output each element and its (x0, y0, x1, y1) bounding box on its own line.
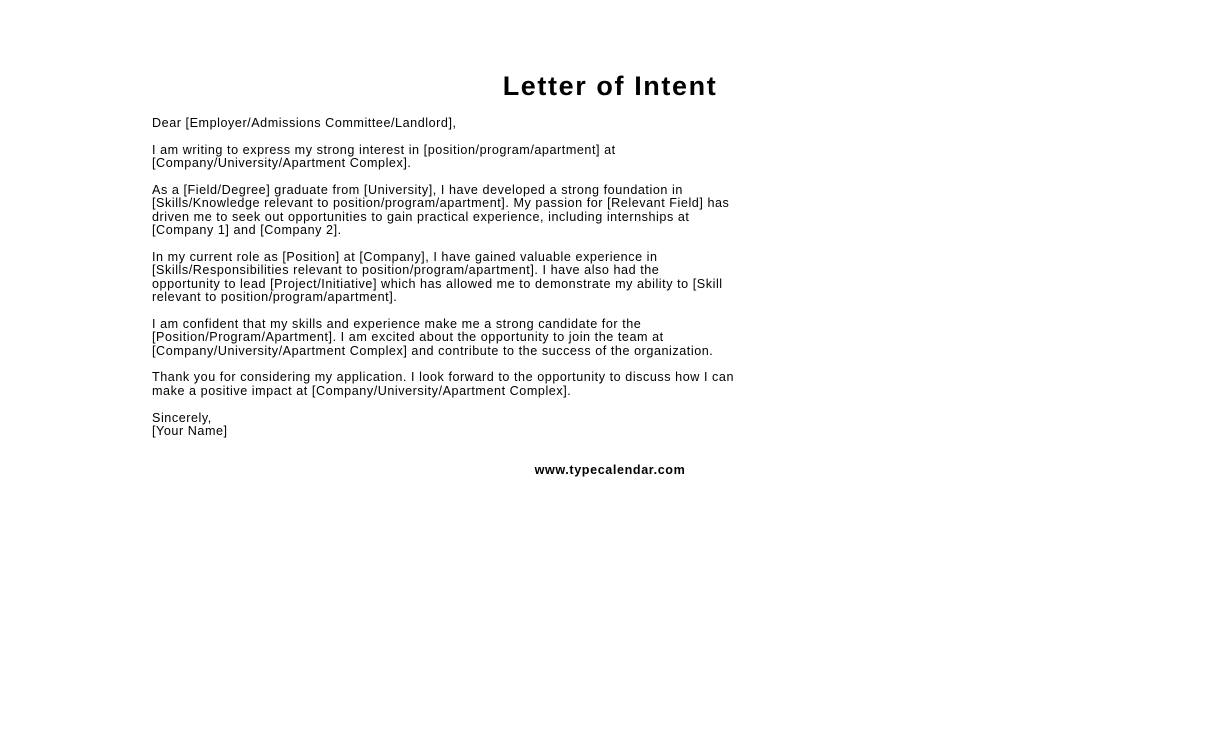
footer-url: www.typecalendar.com (534, 463, 686, 477)
signature-line: [Your Name] (152, 423, 228, 438)
paragraph-line: opportunity to lead [Project/Initiative] which has allowed me to demonstrate my ability to [Skill (152, 276, 723, 291)
paragraph-line: [Company 1] and [Company 2]. (152, 223, 342, 238)
document-title: Letter of Intent (502, 71, 718, 101)
closing-line: Sincerely, (152, 410, 212, 425)
paragraph-line: I am confident that my skills and experience make me a strong candidate for the (152, 316, 642, 331)
paragraph-line: [Skills/Responsibilities relevant to position/program/apartment]. I have also had the (152, 263, 660, 278)
paragraph-line: In my current role as [Position] at [Company], I have gained valuable experience in (152, 249, 658, 264)
paragraph-line: driven me to seek out opportunities to gain practical experience, including internships at (152, 209, 690, 224)
salutation (152, 117, 1092, 130)
salutation-line: Dear [Employer/Admissions Committee/Landlord], (152, 116, 457, 130)
paragraph-line: Thank you for considering my application. I look forward to the opportunity to discuss how I can (152, 370, 735, 385)
paragraph-line: I am writing to express my strong interest in [position/program/apartment] at (152, 142, 616, 157)
paragraph-line: [Company/University/Apartment Complex]. (152, 156, 412, 171)
paragraph-line: [Company/University/Apartment Complex] and contribute to the success of the organization. (152, 343, 714, 358)
paragraph-interest (152, 144, 1092, 171)
letter-body (152, 117, 1092, 452)
paragraph-thanks (152, 371, 1092, 398)
paragraph-line: [Skills/Knowledge relevant to position/program/apartment]. My passion for [Relevant Field] has (152, 196, 730, 211)
paragraph-experience (152, 251, 1092, 305)
paragraph-line: make a positive impact at [Company/University/Apartment Complex]. (152, 383, 572, 398)
paragraph-line: As a [Field/Degree] graduate from [University], I have developed a strong foundation in (152, 182, 683, 197)
paragraph-education (152, 184, 1092, 238)
paragraph-line: relevant to position/program/apartment]. (152, 290, 398, 305)
paragraph-line: [Position/Program/Apartment]. I am excited about the opportunity to join the team at (152, 330, 664, 345)
closing-block (152, 412, 1092, 439)
paragraph-confidence (152, 318, 1092, 358)
